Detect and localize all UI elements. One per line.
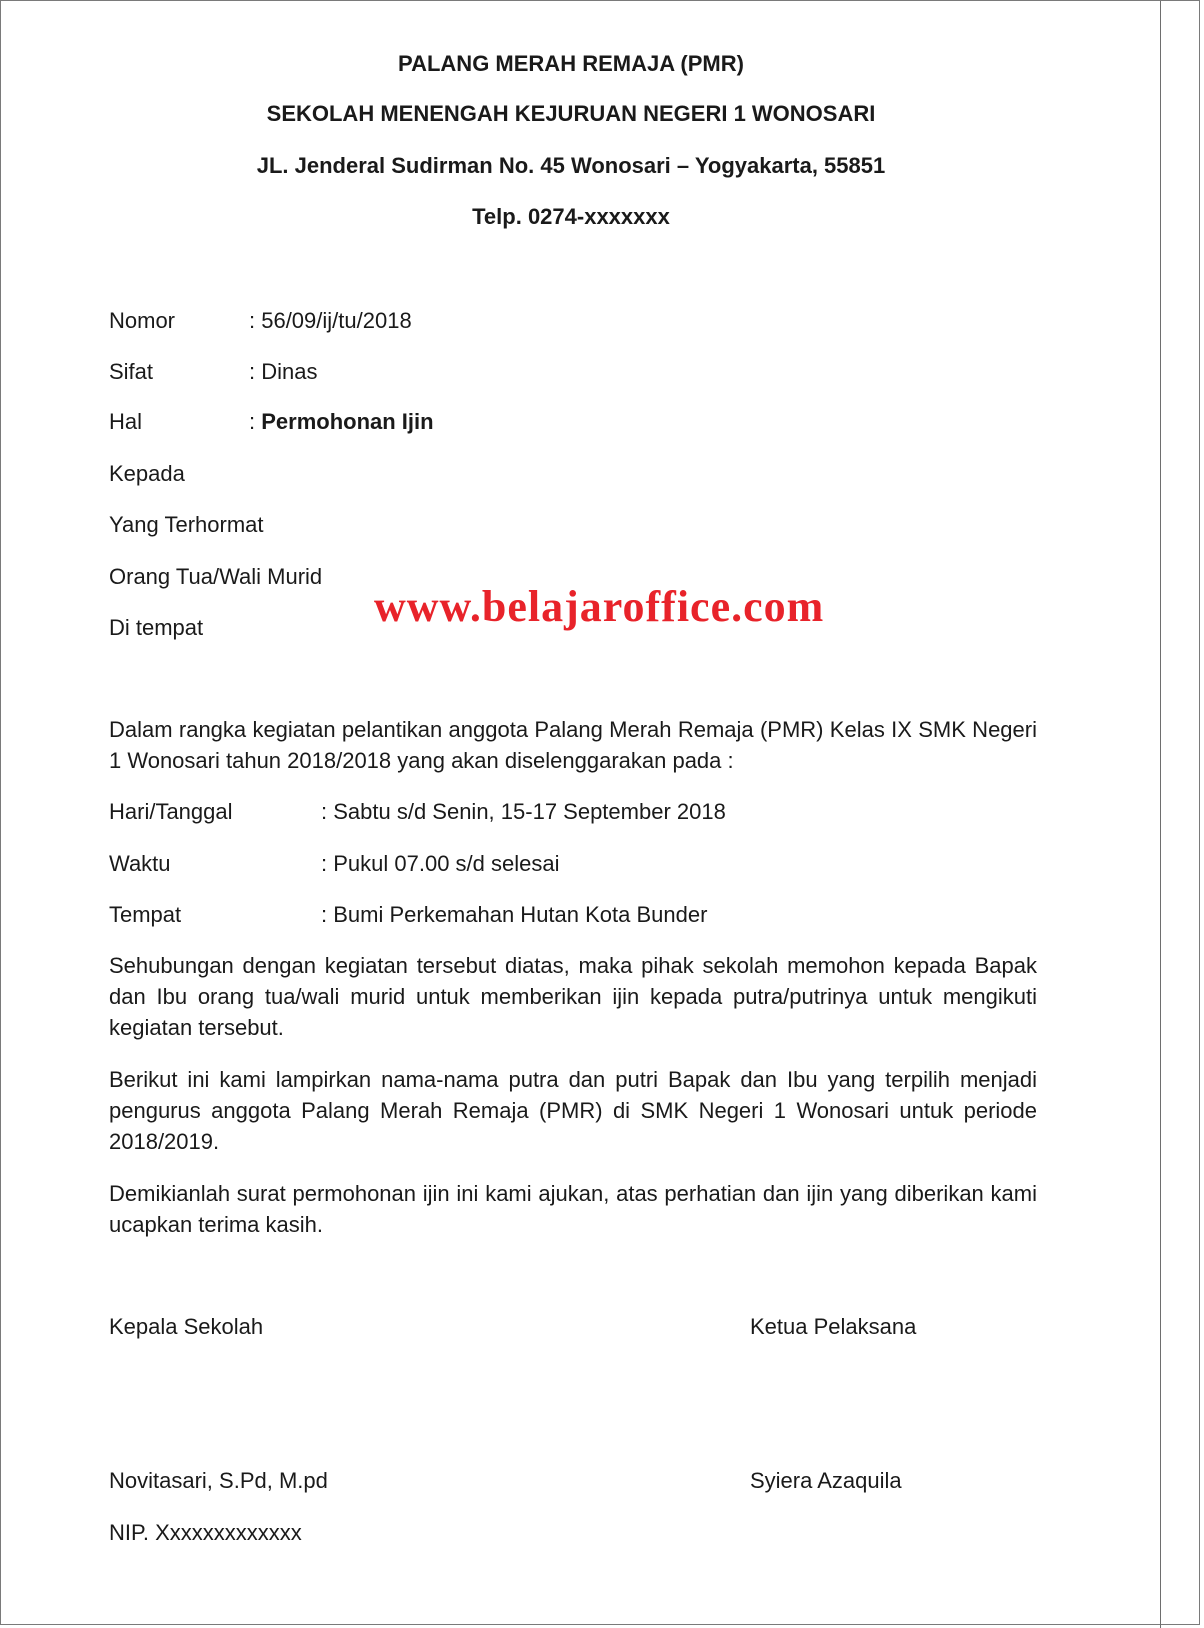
meta-label-hal: Hal	[109, 409, 143, 434]
signature-right-title: Ketua Pelaksana	[750, 1314, 917, 1339]
school-address: JL. Jenderal Sudirman No. 45 Wonosari – Yogyakarta, 55851	[256, 153, 886, 178]
signature-left-title: Kepala Sekolah	[109, 1314, 264, 1339]
meta-value-hal	[249, 409, 434, 435]
signature-right-name: Syiera Azaquila	[750, 1468, 902, 1493]
body-paragraph-attachment: Berikut ini kami lampirkan nama-nama putra dan putri Bapak dan Ibu yang terpilih menjadi pengurus anggota Palang Merah Remaja (PMR) di SMK Negeri 1 Wonosari untuk periode 2018/2019.	[109, 1067, 1037, 1154]
detail-value-place: : Bumi Perkemahan Hutan Kota Bunder	[321, 902, 708, 927]
school-name: SEKOLAH MENENGAH KEJURUAN NEGERI 1 WONOSARI	[266, 101, 876, 126]
recipient-line: Yang Terhormat	[109, 512, 264, 537]
body-paragraph-request: Sehubungan dengan kegiatan tersebut diatas, maka pihak sekolah memohon kepada Bapak dan Ibu orang tua/wali murid untuk memberikan ijin kepada putra/putrinya untuk mengikuti kegiatan tersebut.	[109, 953, 1037, 1040]
meta-value-sifat: : Dinas	[249, 359, 318, 384]
body-paragraph-closing: Demikianlah surat permohonan ijin ini kami ajukan, atas perhatian dan ijin yang diberikan kami ucapkan terima kasih.	[109, 1181, 1037, 1237]
meta-label-sifat: Sifat	[109, 359, 154, 384]
meta-hal-subject: Permohonan Ijin	[261, 409, 434, 434]
recipient-line: Di tempat	[109, 615, 204, 640]
watermark-url: www.belajaroffice.com	[374, 582, 825, 631]
detail-label-place: Tempat	[109, 902, 182, 927]
recipient-line: Kepada	[109, 461, 185, 486]
detail-label-date: Hari/Tanggal	[109, 799, 233, 824]
meta-hal-colon: :	[249, 409, 262, 434]
meta-label-nomor: Nomor	[109, 308, 176, 333]
org-name: PALANG MERAH REMAJA (PMR)	[398, 51, 744, 76]
detail-value-time: : Pukul 07.00 s/d selesai	[321, 851, 560, 876]
recipient-line: Orang Tua/Wali Murid	[109, 564, 323, 589]
meta-value-nomor: : 56/09/ij/tu/2018	[249, 308, 412, 333]
detail-label-time: Waktu	[109, 851, 171, 876]
intro-paragraph: Dalam rangka kegiatan pelantikan anggota Palang Merah Remaja (PMR) Kelas IX SMK Negeri 1 Wonosari tahun 2018/2018 yang akan diselenggarakan pada :	[109, 717, 1037, 773]
signature-left-nip: NIP. Xxxxxxxxxxxxx	[109, 1520, 302, 1545]
detail-value-date: : Sabtu s/d Senin, 15-17 September 2018	[321, 799, 726, 824]
signature-left-name: Novitasari, S.Pd, M.pd	[109, 1468, 328, 1493]
school-phone: Telp. 0274-xxxxxxx	[472, 204, 670, 229]
